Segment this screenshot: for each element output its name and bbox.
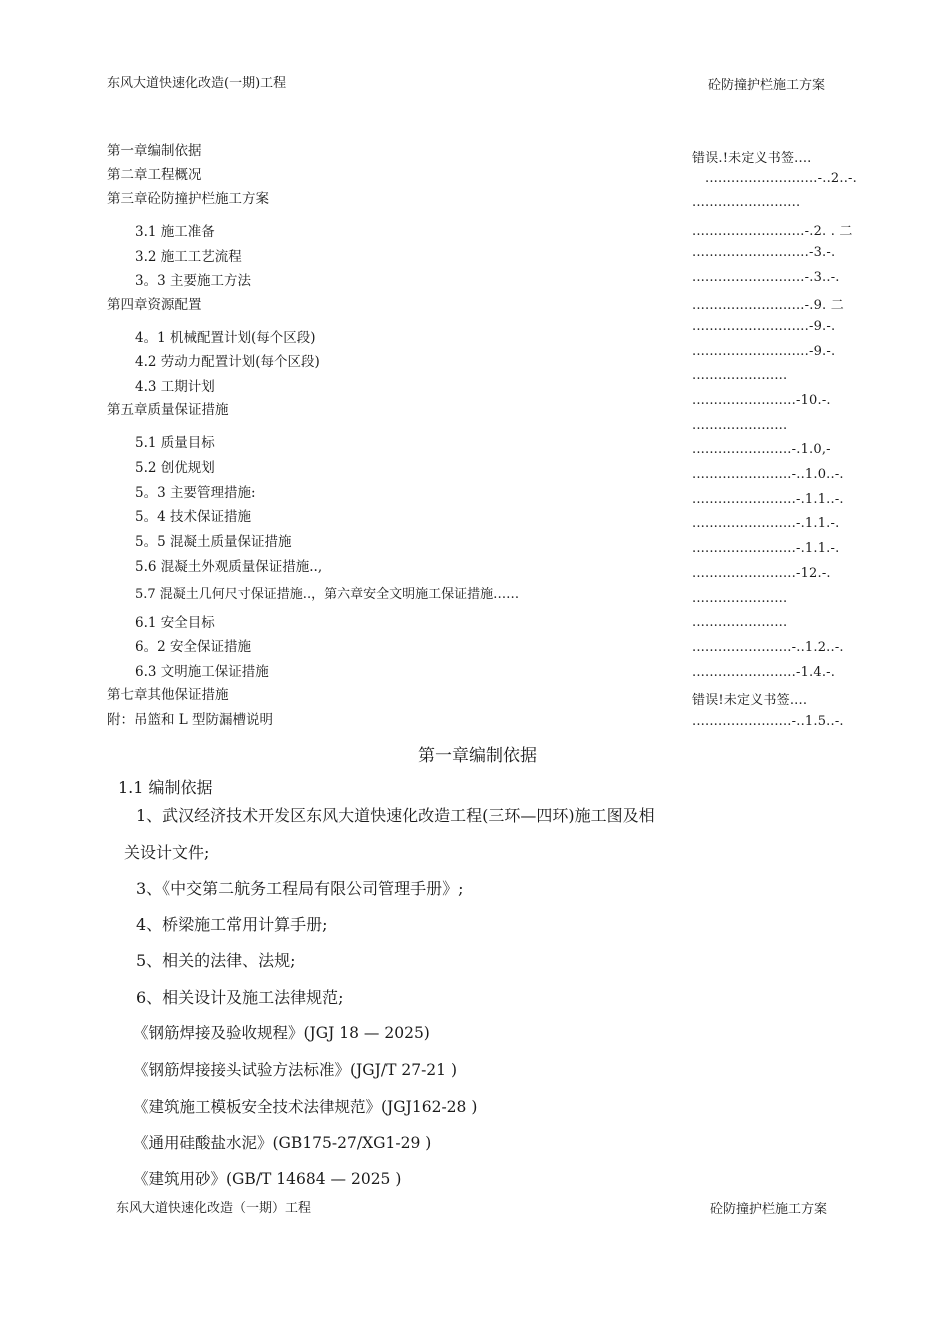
toc-entry-page: ......................: [692, 615, 788, 630]
basis-item: 3、《中交第二航务工程局有限公司管理手册》;: [136, 879, 464, 898]
standard-reference: 《建筑施工模板安全技术法律规范》(JGJ162-28 ): [133, 1098, 478, 1116]
toc-entry-page: ...........................-9.-.: [692, 344, 836, 359]
basis-item: 6、相关设计及施工法律规范;: [136, 988, 344, 1007]
toc-entry-title[interactable]: 第二章工程概况: [107, 167, 202, 183]
toc-entry-title[interactable]: 4.3 工期计划: [135, 379, 215, 395]
toc-entry-page: ...........................-9.-.: [692, 319, 836, 334]
toc-entry-page: .......................-..1.2..-.: [692, 640, 844, 655]
standard-reference: 《通用硅酸盐水泥》(GB175-27/XG1-29 ): [133, 1134, 432, 1152]
toc-entry-title[interactable]: 第四章资源配置: [107, 297, 202, 313]
page-header-left: 东风大道快速化改造(一期)工程: [107, 76, 287, 91]
toc-entry-page: ..........................-.9. 二: [692, 298, 844, 313]
basis-item: 4、桥梁施工常用计算手册;: [136, 915, 328, 934]
toc-entry-title[interactable]: 3.2 施工工艺流程: [135, 249, 242, 265]
toc-entry-page: ........................-12.-.: [692, 566, 831, 581]
toc-entry-page: .......................-..1.0..-.: [692, 467, 844, 482]
toc-entry-title[interactable]: 4。1 机械配置计划(每个区段): [135, 330, 316, 346]
toc-entry-title[interactable]: 第五章质量保证措施: [107, 402, 229, 418]
toc-entry-title[interactable]: 第一章编制依据: [107, 143, 202, 159]
page-header-right: 砼防撞护栏施工方案: [708, 78, 826, 93]
toc-entry-title[interactable]: 第三章砼防撞护栏施工方案: [107, 191, 269, 207]
toc-entry-page: ........................-10.-.: [692, 393, 831, 408]
toc-entry-page: ........................-.1.1.-.: [692, 541, 840, 556]
toc-entry-page: ......................: [692, 591, 788, 606]
toc-entry-title[interactable]: 4.2 劳动力配置计划(每个区段): [135, 354, 320, 370]
toc-entry-title[interactable]: 6.1 安全目标: [135, 615, 215, 631]
toc-entry-page: ........................-1.4.-.: [692, 665, 836, 680]
toc-entry-title[interactable]: 6.3 文明施工保证措施: [135, 664, 269, 680]
toc-entry-page: ........................-.1.1..-.: [692, 492, 844, 507]
toc-entry-title[interactable]: 5。4 技术保证措施: [135, 509, 251, 525]
toc-entry-page: ......................: [692, 368, 788, 383]
basis-item: 关设计文件;: [124, 843, 210, 862]
toc-entry-page: ..........................-..2..-.: [705, 171, 857, 186]
toc-entry-title[interactable]: 第七章其他保证措施: [107, 687, 229, 703]
toc-entry-page: 错误.!未定义书签....: [692, 151, 812, 166]
standard-reference: 《钢筋焊接及验收规程》(JGJ 18 — 2025): [133, 1024, 430, 1042]
chapter-title: 第一章编制依据: [418, 746, 537, 766]
toc-entry-page: .......................-.1.0,-: [692, 442, 831, 457]
toc-entry-title[interactable]: 3。3 主要施工方法: [135, 273, 251, 289]
toc-entry-title[interactable]: 6。2 安全保证措施: [135, 639, 251, 655]
toc-entry-title[interactable]: 3.1 施工准备: [135, 224, 215, 240]
toc-entry-page: .......................-..1.5..-.: [692, 714, 844, 729]
basis-item: 5、相关的法律、法规;: [136, 951, 296, 970]
toc-entry-title[interactable]: 5。3 主要管理措施:: [135, 485, 256, 501]
standard-reference: 《建筑用砂》(GB/T 14684 — 2025 ): [133, 1170, 402, 1188]
basis-item: 1、武汉经济技术开发区东风大道快速化改造工程(三环—四环)施工图及相: [136, 806, 655, 825]
toc-entry-title[interactable]: 5.1 质量目标: [135, 435, 215, 451]
section-title: 1.1 编制依据: [118, 778, 213, 797]
toc-entry-page: ........................-.1.1.-.: [692, 516, 840, 531]
page-footer-left: 东风大道快速化改造（一期）工程: [116, 1201, 312, 1216]
standard-reference: 《钢筋焊接接头试验方法标准》(JGJ/T 27-21 ): [133, 1061, 458, 1079]
toc-entry-title[interactable]: 5.6 混凝土外观质量保证措施..,: [135, 559, 323, 575]
toc-entry-page: ..........................-.2. . 二: [692, 224, 853, 239]
page-footer-right: 砼防撞护栏施工方案: [710, 1202, 828, 1217]
toc-entry-title[interactable]: 5.2 创优规划: [135, 460, 215, 476]
toc-entry-page: .........................: [692, 195, 801, 210]
toc-entry-page: 错误!未定义书签....: [692, 693, 808, 708]
toc-entry-page: ..........................-.3..-.: [692, 270, 840, 285]
toc-entry-title[interactable]: 5。5 混凝土质量保证措施: [135, 534, 292, 550]
toc-entry-title[interactable]: 5.7 混凝土几何尺寸保证措施..，第六章安全文明施工保证措施……: [135, 587, 520, 602]
toc-entry-page: ......................: [692, 418, 788, 433]
toc-entry-page: ...........................-3.-.: [692, 245, 836, 260]
toc-entry-title[interactable]: 附：吊篮和 L 型防漏槽说明: [107, 712, 274, 728]
